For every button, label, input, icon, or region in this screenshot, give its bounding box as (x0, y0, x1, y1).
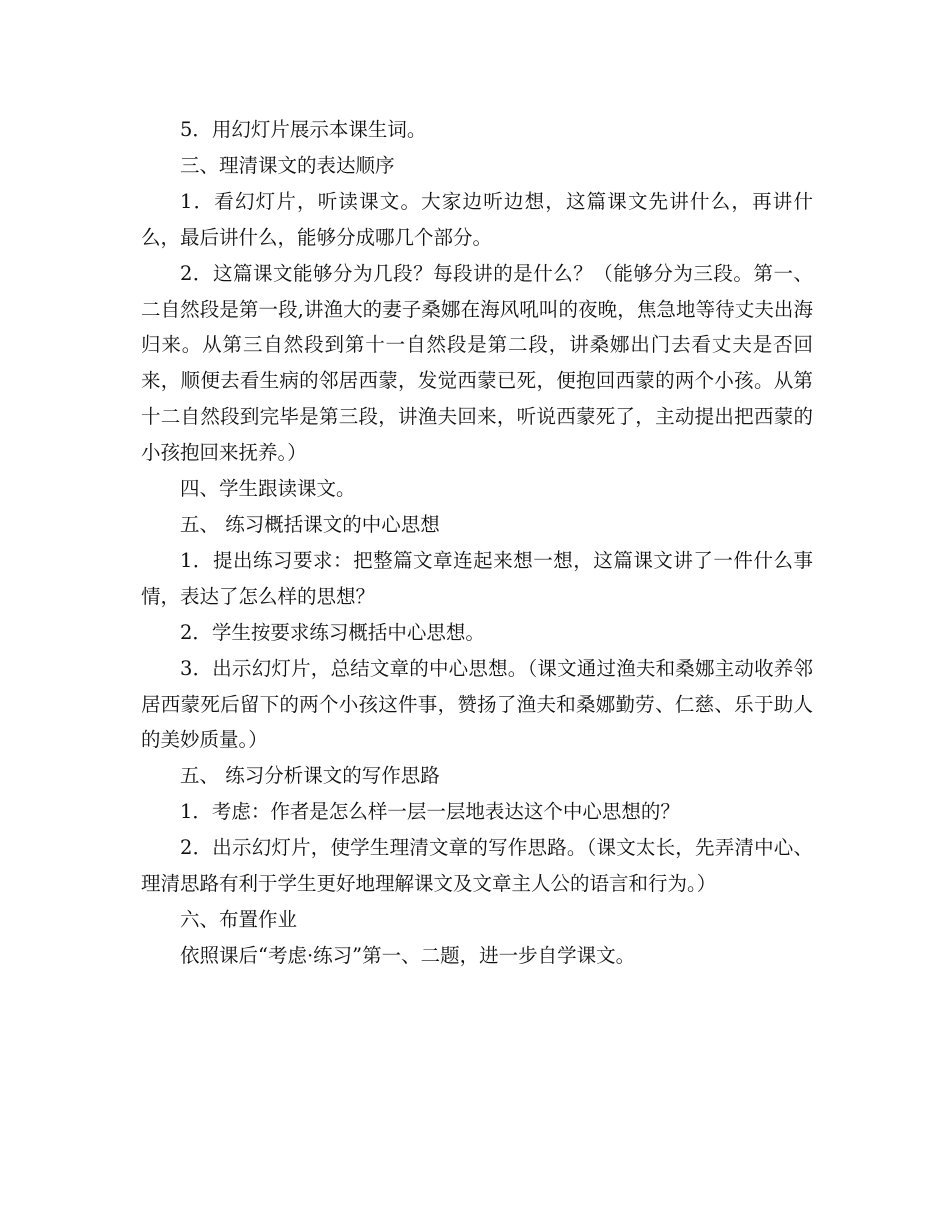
heading-section-4: 四、学生跟读课文。 (180, 477, 356, 501)
heading-section-5-main-idea: 五、 练习概括课文的中心思想 (180, 512, 440, 536)
paragraph-listen-read: 1．看幻灯片，听读课文。大家边听边想，这篇课文先讲什么，再讲什么，最后讲什么，能够分成哪几个部分。 (141, 189, 813, 249)
paragraph-think-question: 1．考虑：作者是怎么样一层一层地表达这个中心思想的？ (180, 800, 680, 824)
paragraph-step-5-slides: 5．用幻灯片展示本课生词。 (180, 118, 427, 141)
document-body (141, 112, 813, 974)
heading-section-5-writing: 五、 练习分析课文的写作思路 (180, 764, 440, 788)
paragraph-main-idea-summary: 3．出示幻灯片，总结文章的中心思想。（课文通过渔夫和桑娜主动收养邻居西蒙死后留下的两个小孩这件事，赞扬了渔夫和桑娜勤劳、仁慈、乐于助人的美妙质量。） (141, 656, 813, 752)
paragraph-exercise-requirement: 1．提出练习要求：把整篇文章连起来想一想，这篇课文讲了一件什么事情，表达了怎么样的思想？ (141, 548, 813, 608)
heading-section-3: 三、理清课文的表达顺序 (180, 153, 395, 177)
paragraph-summarize-practice: 2．学生按要求练习概括中心思想。 (180, 620, 485, 644)
paragraph-writing-approach: 2．出示幻灯片，使学生理清文章的写作思路。（课文太长，先弄清中心、理清思路有利于学生更好地理解课文及文章主人公的语言和行为。） (141, 836, 813, 896)
paragraph-three-sections: 2．这篇课文能够分为几段？每段讲的是什么？（能够分为三段。第一、二自然段是第一段,讲渔大的妻子桑娜在海风吼叫的夜晚，焦急地等待丈夫出海归来。从第三自然段到第十一自然段是第二段，讲桑娜出门去看丈夫是否回来，顺便去看生病的邻居西蒙，发觉西蒙已死，便抱回西蒙的两个小孩。从第十二自然段到完毕是第三段，讲渔夫回来，听说西蒙死了，主动提出把西蒙的小孩抱回来抚养。） (141, 261, 813, 465)
paragraph-homework: 依照课后“考虑·练习”第一、二题，进一步自学课文。 (180, 943, 636, 967)
heading-section-6-homework: 六、布置作业 (180, 907, 298, 931)
